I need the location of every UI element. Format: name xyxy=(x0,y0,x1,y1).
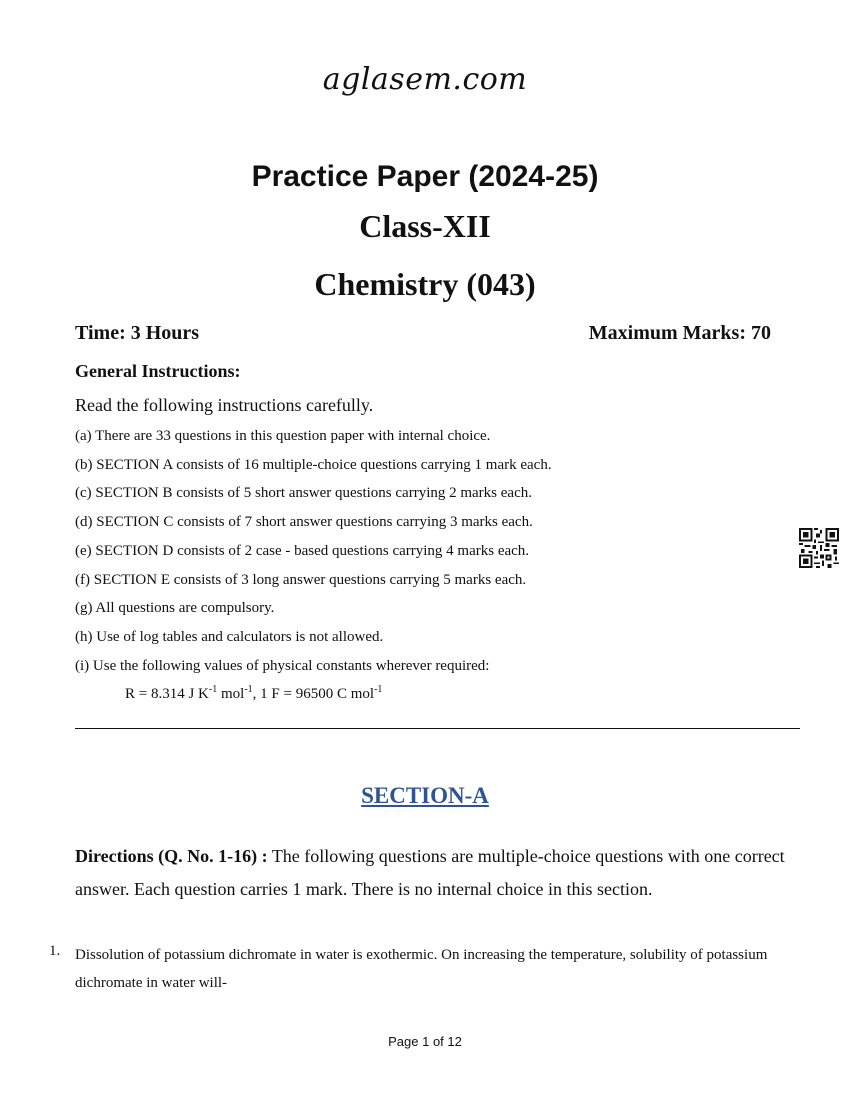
instruction-item: (c) SECTION B consists of 5 short answer questions carrying 2 marks each. xyxy=(75,485,532,501)
instruction-item: (g) All questions are compulsory. xyxy=(75,600,275,616)
section-directions xyxy=(75,840,805,906)
instruction-item: (h) Use of log tables and calculators is not allowed. xyxy=(75,629,384,645)
constant-f-exponent: -1 xyxy=(374,684,383,695)
qr-code-icon xyxy=(799,528,839,568)
paper-title: Practice Paper (2024-25) xyxy=(251,160,599,193)
directions-text: The following questions are multiple-choice questions with one correct answer. Each question carries 1 mark. There is no internal choice in this section. xyxy=(75,846,785,899)
instruction-item: (a) There are 33 questions in this question paper with internal choice. xyxy=(75,428,491,444)
instruction-item: (f) SECTION E consists of 3 long answer questions carrying 5 marks each. xyxy=(75,572,527,588)
instructions-intro: Read the following instructions carefully. xyxy=(75,395,374,415)
directions-label: Directions (Q. No. 1-16) : xyxy=(75,846,268,866)
instruction-item: (b) SECTION A consists of 16 multiple-choice questions carrying 1 mark each. xyxy=(75,457,552,473)
class-heading: Class-XII xyxy=(359,208,491,244)
instruction-item: (d) SECTION C consists of 7 short answer questions carrying 3 marks each. xyxy=(75,514,533,530)
constant-r-exponent: -1 xyxy=(208,684,218,695)
divider-rule xyxy=(75,728,800,729)
subject-heading: Chemistry (043) xyxy=(314,266,536,302)
instruction-item: (e) SECTION D consists of 2 case - based questions carrying 4 marks each. xyxy=(75,543,530,559)
section-heading: SECTION-A xyxy=(361,783,489,808)
constant-f-prefix: , 1 F = 96500 C mol xyxy=(252,686,375,702)
constant-r-exponent: -1 xyxy=(244,684,253,695)
time-label: Time: 3 Hours xyxy=(75,322,200,344)
question-number: 1. xyxy=(49,943,61,959)
max-marks-label: Maximum Marks: 70 xyxy=(588,322,771,344)
physical-constants xyxy=(125,686,382,703)
instructions-heading: General Instructions: xyxy=(75,361,241,381)
constant-r-prefix: R = 8.314 J K xyxy=(125,686,209,702)
instruction-item: (i) Use the following values of physical constants wherever required: xyxy=(75,658,490,674)
page-number: Page 1 of 12 xyxy=(388,1034,462,1049)
constant-r-mid: mol xyxy=(217,686,245,702)
question-text: Dissolution of potassium dichromate in water is exothermic. On increasing the temperature, solubility of potassium dichromate in water will- xyxy=(75,947,768,991)
site-logo: aglasem.com xyxy=(322,62,528,97)
